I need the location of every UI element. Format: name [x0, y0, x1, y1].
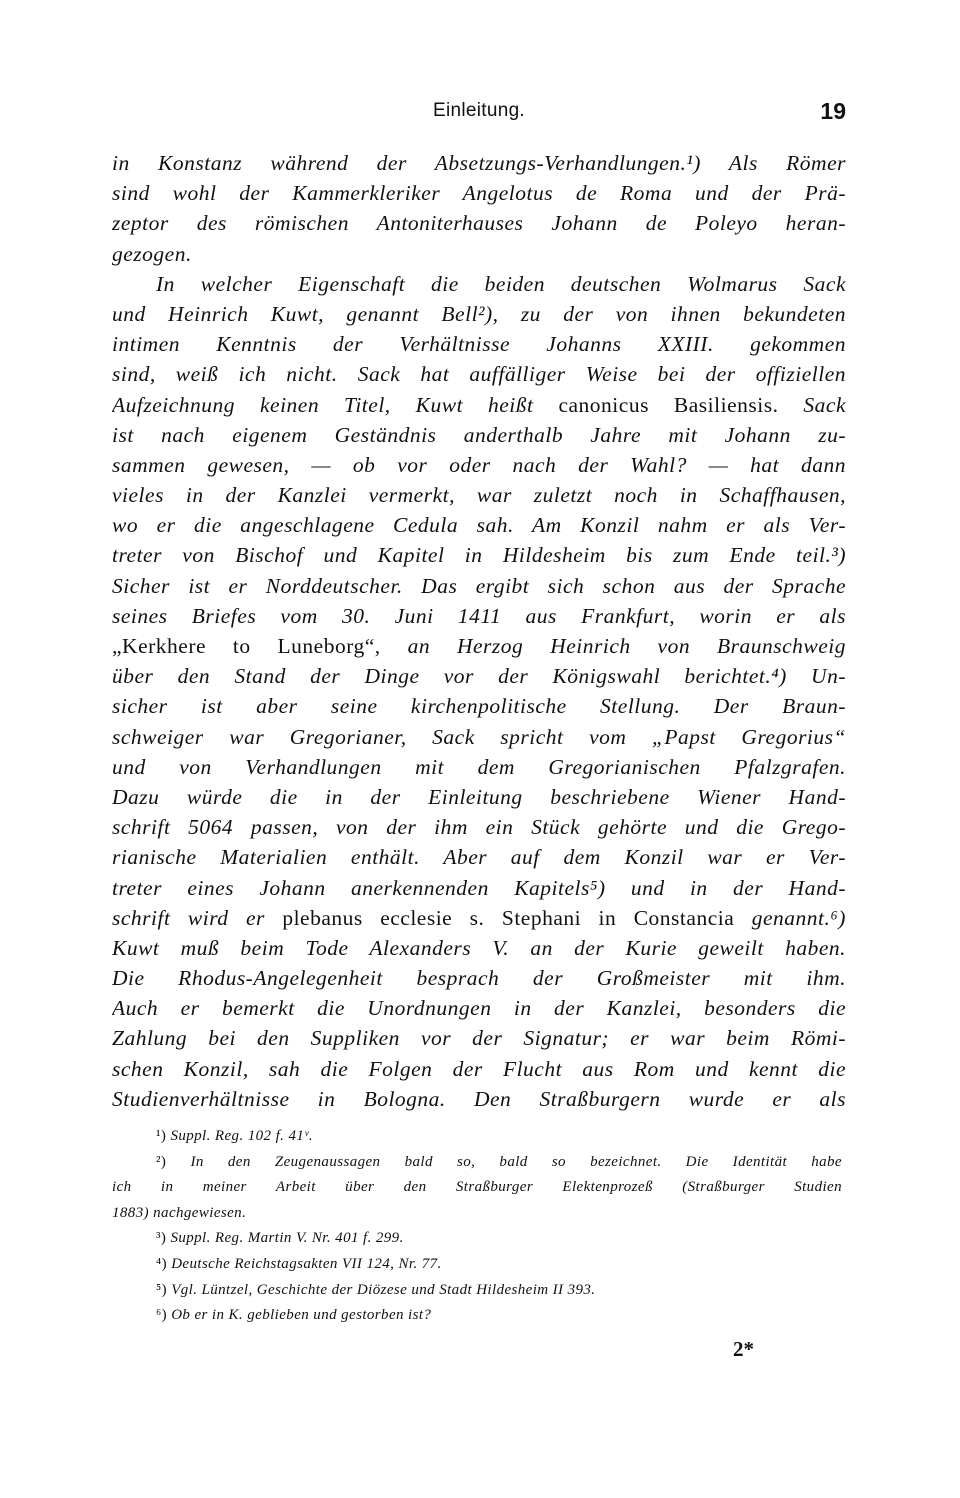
- text-line: Sicher ist er Norddeutscher. Das ergibt sich schon aus der Sprache: [112, 573, 846, 598]
- text-segment: Aufzeichnung keinen Titel, Kuwt heißt: [112, 392, 559, 417]
- footnote-text: In den Zeugenaussagen bald so, bald so bezeichnet. Die Identität habe: [190, 1153, 842, 1170]
- paragraph-start-line: In welcher Eigenschaft die beiden deutschen Wolmarus Sack: [156, 271, 846, 296]
- text-line: wo er die angeschlagene Cedula sah. Am Konzil nahm er als Ver-: [112, 513, 846, 538]
- footnote-6: [112, 1303, 842, 1329]
- text-line: Dazu würde die in der Einleitung beschriebene Wiener Hand-: [112, 784, 846, 809]
- page-header: [112, 100, 846, 132]
- page-number: 19: [820, 98, 846, 124]
- text-line: sind, weiß ich nicht. Sack hat auffälliger Weise bei der offiziellen: [112, 362, 846, 387]
- main-text: [112, 148, 846, 1114]
- text-line: sind wohl der Kammerkleriker Angelotus de Roma und der Prä-: [112, 181, 846, 206]
- text-line: Studienverhältnisse in Bologna. Den Straßburgern wurde er als: [112, 1086, 846, 1111]
- text-segment: genannt.⁶): [734, 905, 846, 930]
- text-line: schweiger war Gregorianer, Sack spricht vom „Papst Gregorius“: [112, 724, 846, 749]
- running-title: Einleitung.: [432, 100, 526, 121]
- text-line: vieles in der Kanzlei vermerkt, war zuletzt noch in Schaffhausen,: [112, 483, 846, 508]
- text-segment: schrift wird er: [112, 905, 283, 930]
- text-line: rianische Materialien enthält. Aber auf dem Konzil war er Ver-: [112, 845, 846, 870]
- footnote-text: Vgl. Lüntzel, Geschichte der Diözese und Stadt Hildesheim II 393.: [171, 1281, 596, 1298]
- footnote-marker: ⁶): [156, 1307, 168, 1324]
- footnote-marker: ¹): [156, 1128, 167, 1144]
- text-line: schen Konzil, sah die Folgen der Flucht aus Rom und kennt die: [112, 1056, 846, 1081]
- text-line: intimen Kenntnis der Verhältnisse Johanns XXIII. gekommen: [112, 332, 846, 357]
- text-line: Auch er bemerkt die Unordnungen in der Kanzlei, besonders die: [112, 996, 846, 1021]
- text-line: sammen gewesen, — ob vor oder nach der Wahl? — hat dann: [112, 452, 846, 477]
- footnote-text: Suppl. Reg. Martin V. Nr. 401 f. 299.: [170, 1230, 404, 1247]
- text-line: [112, 631, 846, 661]
- text-segment: an Herzog Heinrich von Braunschweig: [380, 634, 846, 658]
- footnote-text: Deutsche Reichstagsakten VII 124, Nr. 77.: [171, 1255, 442, 1272]
- footnotes: [112, 1124, 842, 1329]
- text-line: zeptor des römischen Antoniterhauses Johann de Poleyo heran-: [112, 211, 846, 236]
- text-line: schrift 5064 passen, von der ihm ein Stück gehörte und die Grego-: [112, 815, 846, 840]
- text-line: Kuwt muß beim Tode Alexanders V. an der Kurie geweilt haben.: [112, 935, 846, 960]
- footnote-3: [112, 1226, 842, 1252]
- text-line: Die Rhodus-Angelegenheit besprach der Großmeister mit ihm.: [112, 966, 846, 991]
- footnote-text: Suppl. Reg. 102 f. 41ᵛ.: [170, 1128, 314, 1144]
- footnote-marker: ⁵): [156, 1281, 168, 1298]
- text-line: [112, 903, 846, 933]
- footnote-4: [112, 1252, 842, 1278]
- footnote-marker: ³): [156, 1230, 167, 1247]
- text-line: über den Stand der Dinge vor der Königswahl berichtet.⁴) Un-: [112, 664, 846, 689]
- text-line: seines Briefes vom 30. Juni 1411 aus Frankfurt, worin er als: [112, 603, 846, 628]
- footnote-2-continued: 1883) nachgewiesen.: [112, 1204, 247, 1221]
- text-line: sicher ist aber seine kirchenpolitische Stellung. Der Braun-: [112, 694, 846, 719]
- latin-phrase: plebanus ecclesie s. Stephani in Constancia: [282, 905, 735, 930]
- text-line: [112, 390, 846, 420]
- text-line: treter von Bischof und Kapitel in Hildesheim bis zum Ende teil.³): [112, 543, 846, 568]
- footnote-marker: ²): [156, 1153, 167, 1170]
- footnote-1: [112, 1124, 842, 1150]
- footnote-text: Ob er in K. geblieben und gestorben ist?: [171, 1307, 432, 1324]
- text-line: treter eines Johann anerkennenden Kapitels⁵) und in der Hand-: [112, 875, 846, 900]
- quoted-phrase: „Kerkhere to Luneborg“,: [112, 634, 381, 658]
- printer-signature-mark: 2*: [733, 1337, 754, 1361]
- text-line: und von Verhandlungen mit dem Gregorianischen Pfalzgrafen.: [112, 754, 846, 779]
- footnote-marker: ⁴): [156, 1255, 168, 1272]
- text-line: in Konstanz während der Absetzungs-Verhandlungen.¹) Als Römer: [112, 151, 846, 175]
- footnote-5: [112, 1278, 842, 1304]
- text-line: und Heinrich Kuwt, genannt Bell²), zu der von ihnen bekundeten: [112, 301, 846, 326]
- latin-phrase: canonicus Basiliensis.: [558, 392, 779, 417]
- text-line: gezogen.: [112, 241, 192, 266]
- text-segment: Sack: [778, 392, 846, 417]
- text-line: Zahlung bei den Suppliken vor der Signatur; er war beim Römi-: [112, 1026, 846, 1051]
- text-line: ist nach eigenem Geständnis anderthalb Jahre mit Johann zu-: [112, 422, 846, 447]
- footnote-2: [112, 1150, 842, 1176]
- footnote-2-continued: ich in meiner Arbeit über den Straßburger Elektenprozeß (Straßburger Studien: [112, 1179, 842, 1196]
